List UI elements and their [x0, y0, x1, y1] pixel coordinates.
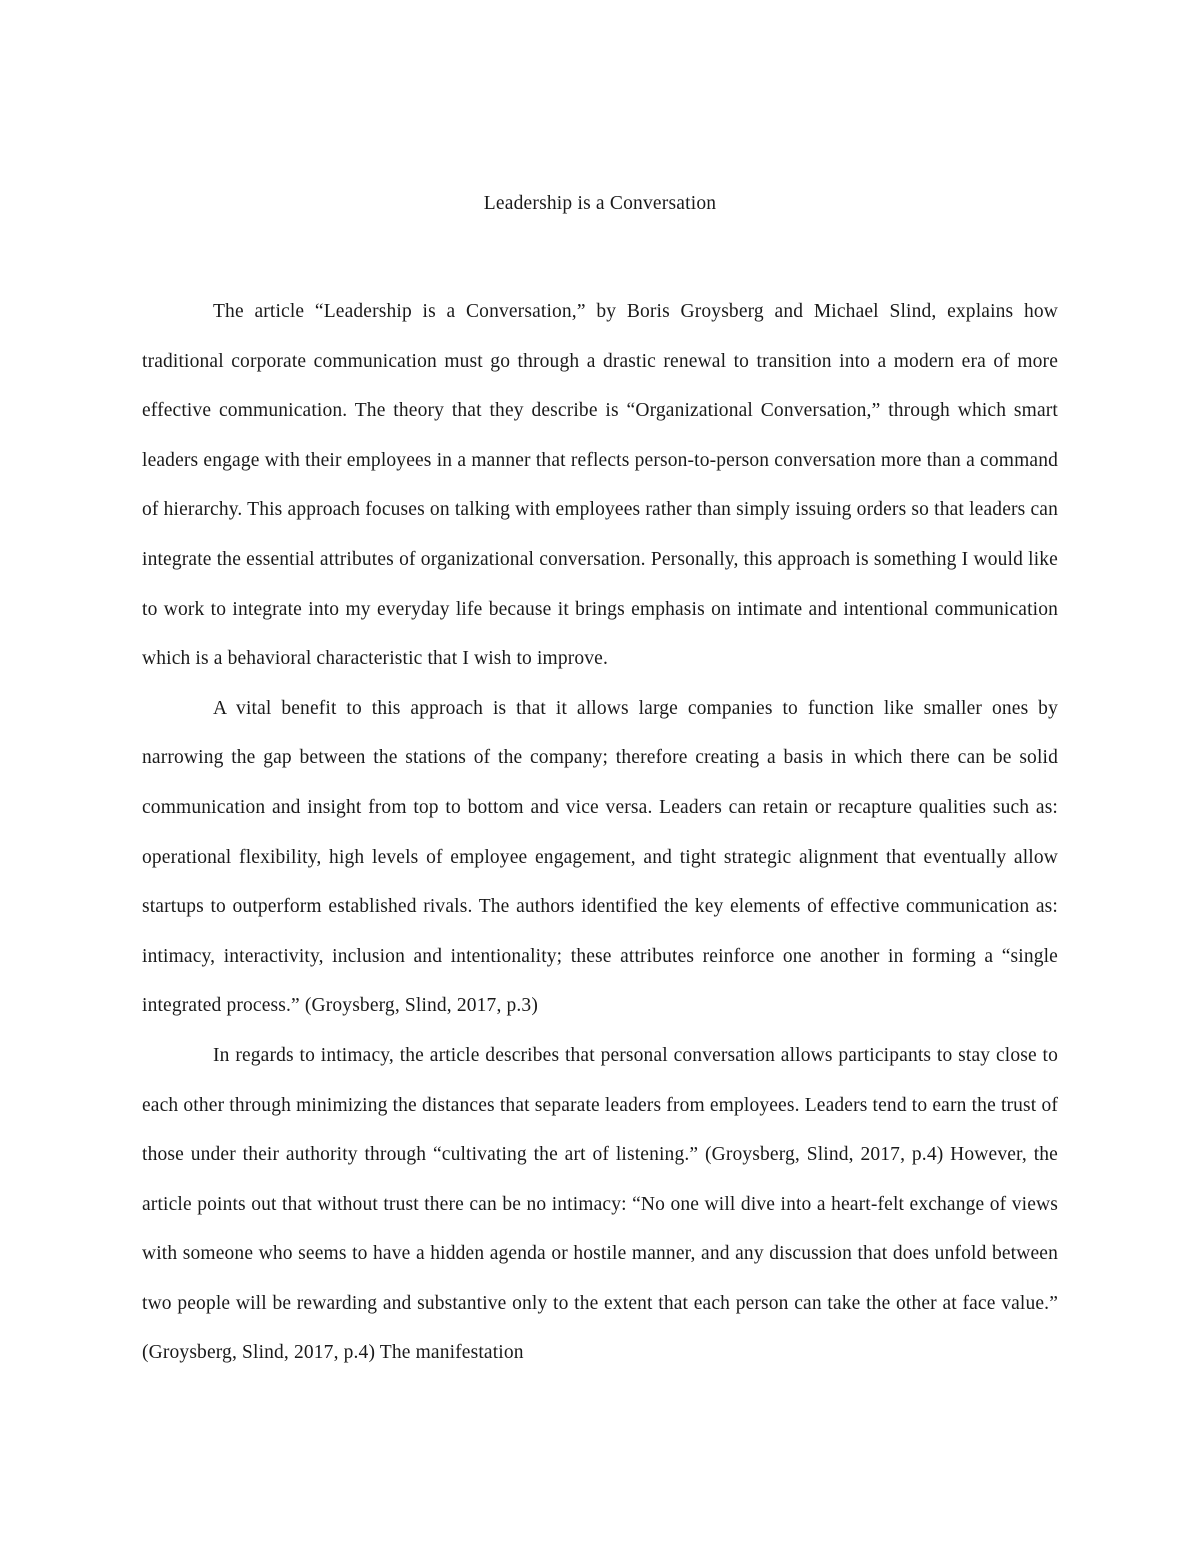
paragraph-1: The article “Leadership is a Conversation,” by Boris Groysberg and Michael Slind, explains how traditional corporate communication must go through a drastic renewal to transition into a modern era of more effective communication. The theory that they describe is “Organizational Conversation,” through which smart leaders engage with their employees in a manner that reflects person-to-person conversation more than a command of hierarchy. This approach focuses on talking with employees rather than simply issuing orders so that leaders can integrate the essential attributes of organizational conversation. Personally, this approach is something I would like to work to integrate into my everyday life because it brings emphasis on intimate and intentional communication which is a behavioral characteristic that I wish to improve. — [142, 301, 1058, 670]
document-title: Leadership is a Conversation — [483, 193, 717, 214]
document-body — [142, 287, 1058, 1378]
paragraph-2: A vital benefit to this approach is that it allows large companies to function like smaller ones by narrowing the gap between the stations of the company; therefore creating a basis in which there can be solid communication and insight from top to bottom and vice versa. Leaders can retain or recapture qualities such as: operational flexibility, high levels of employee engagement, and tight strategic alignment that eventually allow startups to outperform established rivals. The authors identified the key elements of effective communication as: intimacy, interactivity, inclusion and intentionality; these attributes reinforce one another in forming a “single integrated process.” (Groysberg, Slind, 2017, p.3) — [142, 697, 1058, 1017]
paragraph-3: In regards to intimacy, the article describes that personal conversation allows participants to stay close to each other through minimizing the distances that separate leaders from employees. Leaders tend to earn the trust of those under their authority through “cultivating the art of listening.” (Groysberg, Slind, 2017, p.4) However, the article points out that without trust there can be no intimacy: “No one will dive into a heart-felt exchange of views with someone who seems to have a hidden agenda or hostile manner, and any discussion that does unfold between two people will be rewarding and substantive only to the extent that each person can take the other at face value.” (Groysberg, Slind, 2017, p.4) The manifestation — [142, 1044, 1058, 1364]
